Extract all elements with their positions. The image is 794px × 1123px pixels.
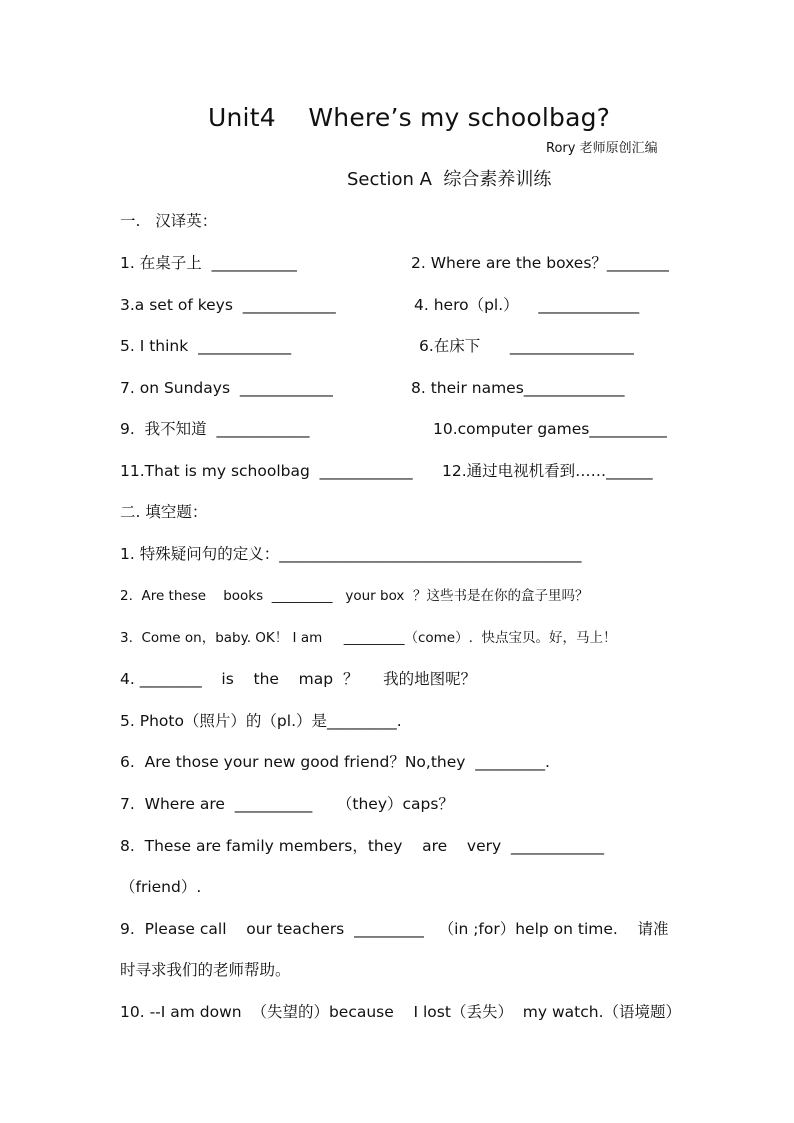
section2-heading: 二. 填空题：: [120, 503, 208, 521]
exercise-item: 5. I think ____________: [120, 337, 292, 355]
exercise-item: 10. --I am down （失望的）because I lost（丢失） my watch.（语境题）: [120, 1003, 682, 1021]
exercise-item: 4. ________ is the map ？ 我的地图呢？: [120, 670, 477, 688]
exercise-item: 3. Come on，baby. OK！ I am _________（come）. 快点宝贝。好，马上！: [120, 630, 617, 646]
exercise-item: 8. their names_____________: [411, 379, 625, 397]
section1-heading: 一. 汉译英：: [120, 212, 218, 230]
exercise-item: 5. Photo（照片）的（pl.）是_________.: [120, 712, 402, 730]
exercise-item: 3.a set of keys ____________: [120, 296, 336, 314]
exercise-item: 9. Please call our teachers _________ （in ;for）help on time. 请准: [120, 920, 669, 938]
exercise-item: 11.That is my schoolbag ____________: [120, 462, 413, 480]
author-credit: Rory 老师原创汇编: [546, 141, 658, 156]
exercise-item-continued: 时寻求我们的老师帮助。: [120, 961, 291, 979]
exercise-item: 4. hero（pl.） _____________: [414, 296, 640, 314]
exercise-item-continued: （friend）.: [120, 878, 202, 896]
exercise-item: 7. Where are __________ （they）caps？: [120, 795, 454, 813]
exercise-item: 6. Are those your new good friend？No,they _________.: [120, 753, 550, 771]
exercise-item: 9. 我不知道 ____________: [120, 420, 310, 438]
section-subtitle: Section A 综合素养训练: [347, 169, 552, 190]
exercise-item: 6.在床下 ________________: [419, 337, 634, 355]
exercise-item: 2. Where are the boxes？________: [411, 254, 669, 272]
exercise-item: 10.computer games__________: [433, 420, 667, 438]
exercise-item: 1. 特殊疑问句的定义：_______________________________________: [120, 545, 582, 563]
exercise-item: 8. These are family members，they are very ____________: [120, 837, 605, 855]
page-title: Unit4 Where’s my schoolbag?: [208, 103, 611, 132]
exercise-item: 1. 在桌子上 ___________: [120, 254, 297, 272]
exercise-item: 7. on Sundays ____________: [120, 379, 333, 397]
exercise-item: 2. Are these books _________ your box ？这些书是在你的盒子里吗？: [120, 588, 589, 604]
exercise-item: 12.通过电视机看到……______: [442, 462, 653, 480]
